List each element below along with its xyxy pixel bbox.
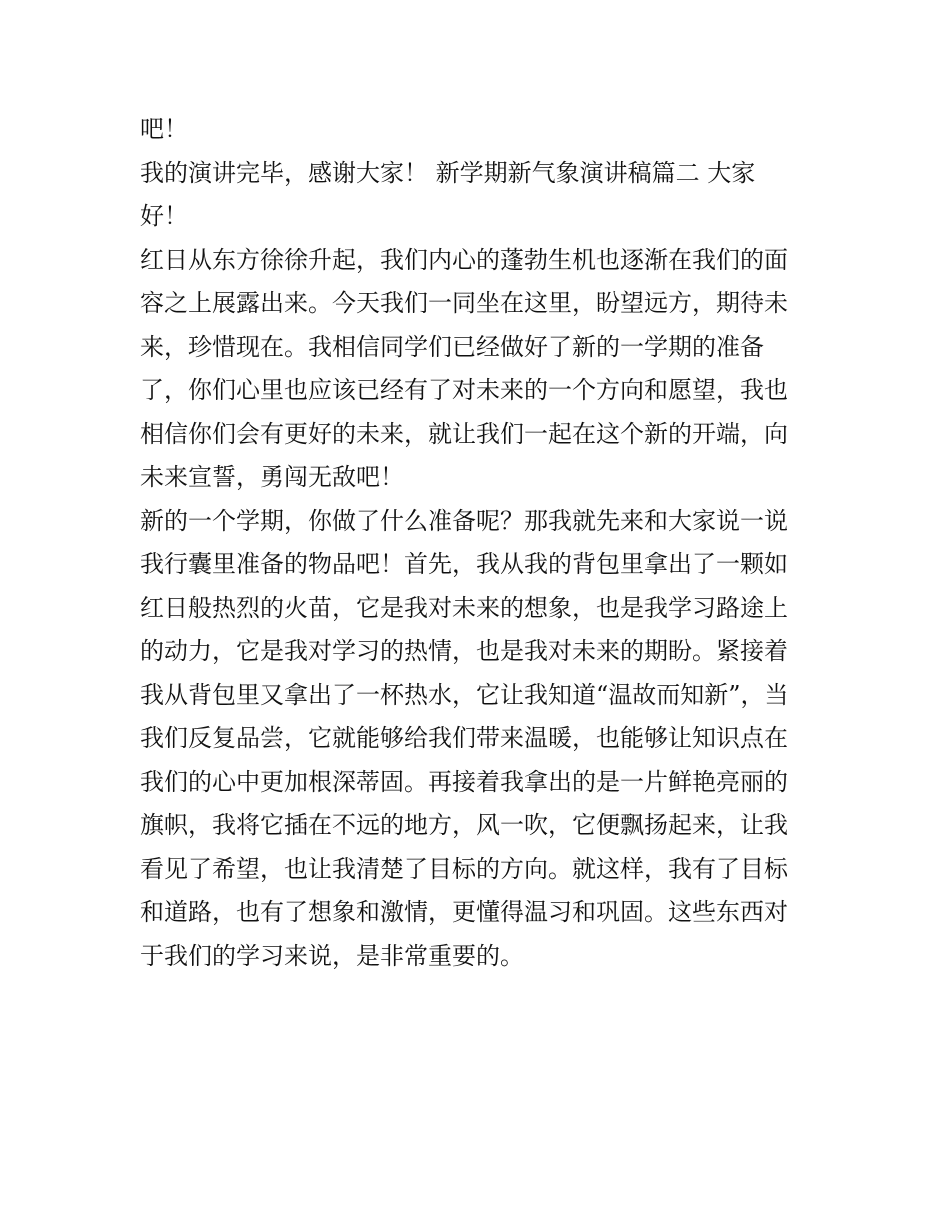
body-text: [140, 108, 820, 978]
text-line: 红日从东方徐徐升起，我们内心的蓬勃生机也逐渐在我们的面: [140, 245, 788, 274]
text-line: 我们的心中更加根深蒂固。再接着我拿出的是一片鲜艳亮丽的: [140, 767, 788, 796]
text-line: 旗帜，我将它插在不远的地方，风一吹，它便飘扬起来，让我: [140, 811, 788, 839]
text-line: 我行囊里准备的物品吧！首先，我从我的背包里拿出了一颗如: [140, 550, 788, 578]
text-line: 来，珍惜现在。我相信同学们已经做好了新的一学期的准备: [140, 332, 764, 361]
text-line: 好！: [140, 202, 188, 230]
text-line: 于我们的学习来说，是非常重要的。: [140, 941, 524, 970]
text-line: 红日般热烈的火苗，它是我对未来的想象，也是我学习路途上: [140, 593, 788, 622]
text-line: 容之上展露出来。今天我们一同坐在这里，盼望远方，期待未: [140, 289, 788, 317]
text-line: 和道路，也有了想象和激情，更懂得温习和巩固。这些东西对: [140, 898, 788, 926]
text-line: 了，你们心里也应该已经有了对未来的一个方向和愿望，我也: [140, 376, 788, 404]
text-line: 未来宣誓，勇闯无敌吧！: [140, 463, 404, 491]
text-line: 我的演讲完毕，感谢大家！ 新学期新气象演讲稿篇二 大家: [140, 158, 756, 187]
text-line: 吧！: [140, 115, 188, 143]
text-line: 的动力，它是我对学习的热情，也是我对未来的期盼。紧接着: [140, 637, 788, 665]
text-line: 我们反复品尝，它就能够给我们带来温暖，也能够让知识点在: [140, 724, 788, 752]
text-line: 新的一个学期，你做了什么准备呢？那我就先来和大家说一说: [140, 506, 788, 535]
text-line: 我从背包里又拿出了一杯热水，它让我知道“温故而知新”，当: [140, 680, 789, 709]
text-line: 看见了希望，也让我清楚了目标的方向。就这样，我有了目标: [140, 854, 788, 883]
text-line: 相信你们会有更好的未来，就让我们一起在这个新的开端，向: [140, 419, 788, 448]
